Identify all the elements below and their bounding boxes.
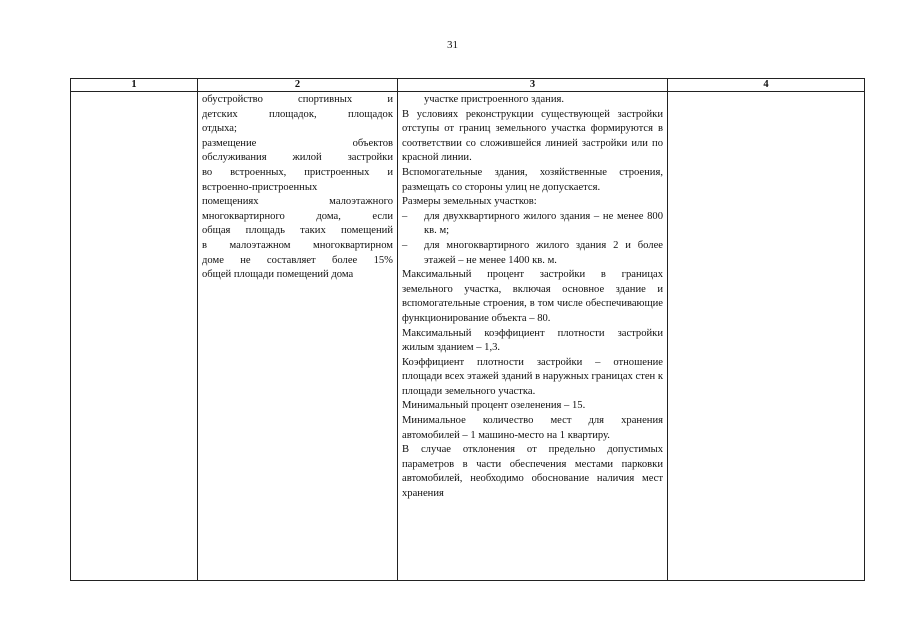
cell-col-2 <box>198 92 398 581</box>
regulations-table <box>70 78 865 581</box>
col2-line: доме не составляет более 15% <box>202 254 393 266</box>
dash-bullet: – <box>402 210 408 222</box>
header-col-2: 2 <box>198 79 398 92</box>
col2-line: встроенно-пристроенных <box>202 181 318 193</box>
col2-line: в малоэтажном многоквартирном <box>202 239 393 251</box>
col2-line: обслуживания жилой застройки <box>202 152 393 164</box>
page-number: 31 <box>447 39 458 51</box>
col2-line: общей площади помещений дома <box>202 269 354 281</box>
dash-bullet: – <box>402 239 408 251</box>
col2-line: помещениях малоэтажного <box>202 196 393 208</box>
col3-paragraph: В условиях реконструкции существующей застройки отступы от границ земельного участка формируются в соответствии со сложившейся линией застройки или по красной линии. <box>402 108 663 164</box>
cell-col-3 <box>398 92 668 581</box>
list-item-text: для многоквартирного жилого здания 2 и более этажей – не менее 1400 кв. м. <box>424 239 663 266</box>
col3-paragraph: Минимальное количество мест для хранения автомобилей – 1 машино-место на 1 квартиру. <box>402 415 663 441</box>
col3-continuation: участке пристроенного здания. <box>424 94 565 105</box>
col2-line: размещение объектов <box>202 137 393 149</box>
col3-paragraph: Вспомогательные здания, хозяйственные строения, размещать со стороны улиц не допускается. <box>402 166 663 193</box>
list-item <box>402 239 663 268</box>
table-header-row <box>71 79 865 92</box>
col2-line: во встроенных, пристроенных и <box>202 166 393 178</box>
cell-col-4 <box>668 92 865 581</box>
col3-paragraph: В случае отклонения от предельно допустимых параметров в части обеспечения местами парковки автомобилей, необходимо обоснование наличия мест хранения <box>402 444 663 500</box>
col2-line: общая площадь таких помещений <box>202 225 393 237</box>
list-item <box>402 210 663 239</box>
cell-col-1 <box>71 92 198 581</box>
list-item-text: для двухквартирного жилого здания – не менее 800 кв. м; <box>424 210 663 237</box>
header-col-1: 1 <box>71 79 198 92</box>
col3-paragraph: Коэффициент плотности застройки – отношение площади всех этажей зданий в наружных границах стен к площади земельного участка. <box>402 356 663 397</box>
table-row <box>71 92 865 581</box>
header-col-3: 3 <box>398 79 668 92</box>
col2-line: отдыха; <box>202 123 237 135</box>
col3-paragraph: Размеры земельных участков: <box>402 196 537 208</box>
header-col-4: 4 <box>668 79 865 92</box>
col3-paragraph: Максимальный процент застройки в границах земельного участка, включая основное здание и вспомогательные строения, в том числе обеспечивающие функционирование объекта – 80. <box>402 269 663 324</box>
col3-paragraph: Максимальный коэффициент плотности застройки жилым зданием – 1,3. <box>402 327 663 354</box>
col2-line: многоквартирного дома, если <box>202 210 393 222</box>
col3-paragraph: Минимальный процент озеленения – 15. <box>402 400 586 412</box>
col2-line: обустройство спортивных и <box>202 94 393 105</box>
col2-line: детских площадок, площадок <box>202 108 393 120</box>
